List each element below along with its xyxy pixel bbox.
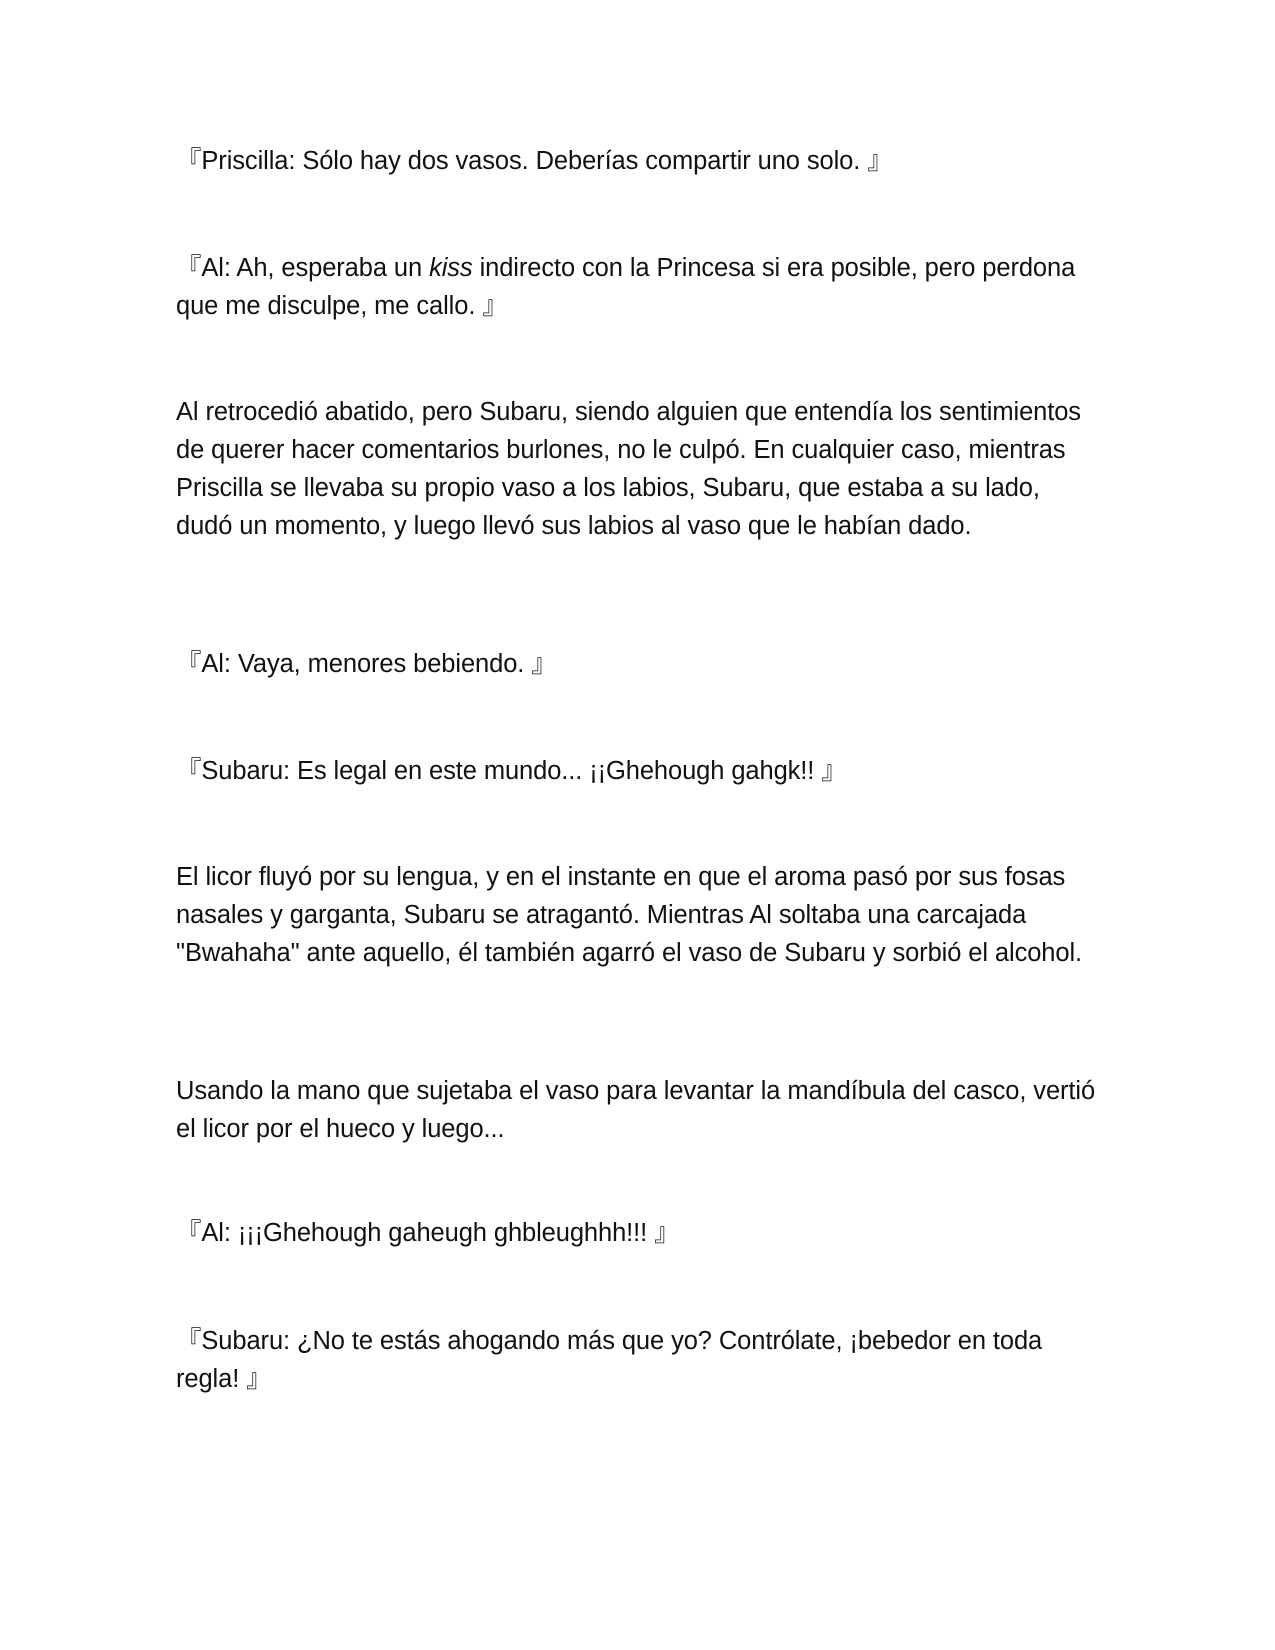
dialogue-al-menores: 『Al: Vaya, menores bebiendo. 』 bbox=[176, 650, 557, 678]
narration-mano-vaso: Usando la mano que sujetaba el vaso para levantar la mandíbula del casco, vertió el licor por el hueco y luego... bbox=[176, 1077, 1096, 1143]
dialogue-priscilla-vasos: 『Priscilla: Sólo hay dos vasos. Deberías compartir uno solo. 』 bbox=[176, 147, 893, 175]
dialogue-al-ghehough: 『Al: ¡¡¡Ghehough gaheugh ghbleughhh!!! 』 bbox=[176, 1219, 680, 1247]
dialogue-subaru-controlate: 『Subaru: ¿No te estás ahogando más que yo? Contrólate, ¡bebedor en toda regla! 』 bbox=[176, 1327, 1043, 1393]
dialogue-al-kiss-start: 『Al: Ah, esperaba un bbox=[176, 254, 430, 282]
dialogue-al-kiss bbox=[176, 249, 1096, 325]
narration-al-retrocedio: Al retrocedió abatido, pero Subaru, siendo alguien que entendía los sentimientos de querer hacer comentarios burlones, no le culpó. En cualquier caso, mientras Priscilla se llevaba su propio vaso a los labios, Subaru, que estaba a su lado, dudó un momento, y luego llevó sus labios al vaso que le habían dado. bbox=[176, 398, 1081, 540]
dialogue-al-kiss-end: indirecto con la Princesa si era posible, pero perdona que me disculpe, me callo. 』 bbox=[176, 254, 1076, 320]
italic-word-kiss: kiss bbox=[429, 254, 473, 282]
dialogue-subaru-legal: 『Subaru: Es legal en este mundo... ¡¡Ghehough gahgk!! 』 bbox=[176, 757, 847, 785]
narration-licor-fluyo: El licor fluyó por su lengua, y en el instante en que el aroma pasó por sus fosas nasales y garganta, Subaru se atragantó. Mientras Al soltaba una carcajada "Bwahaha" ante aquello, él también agarró el vaso de Subaru y sorbió el alcohol. bbox=[176, 863, 1083, 967]
